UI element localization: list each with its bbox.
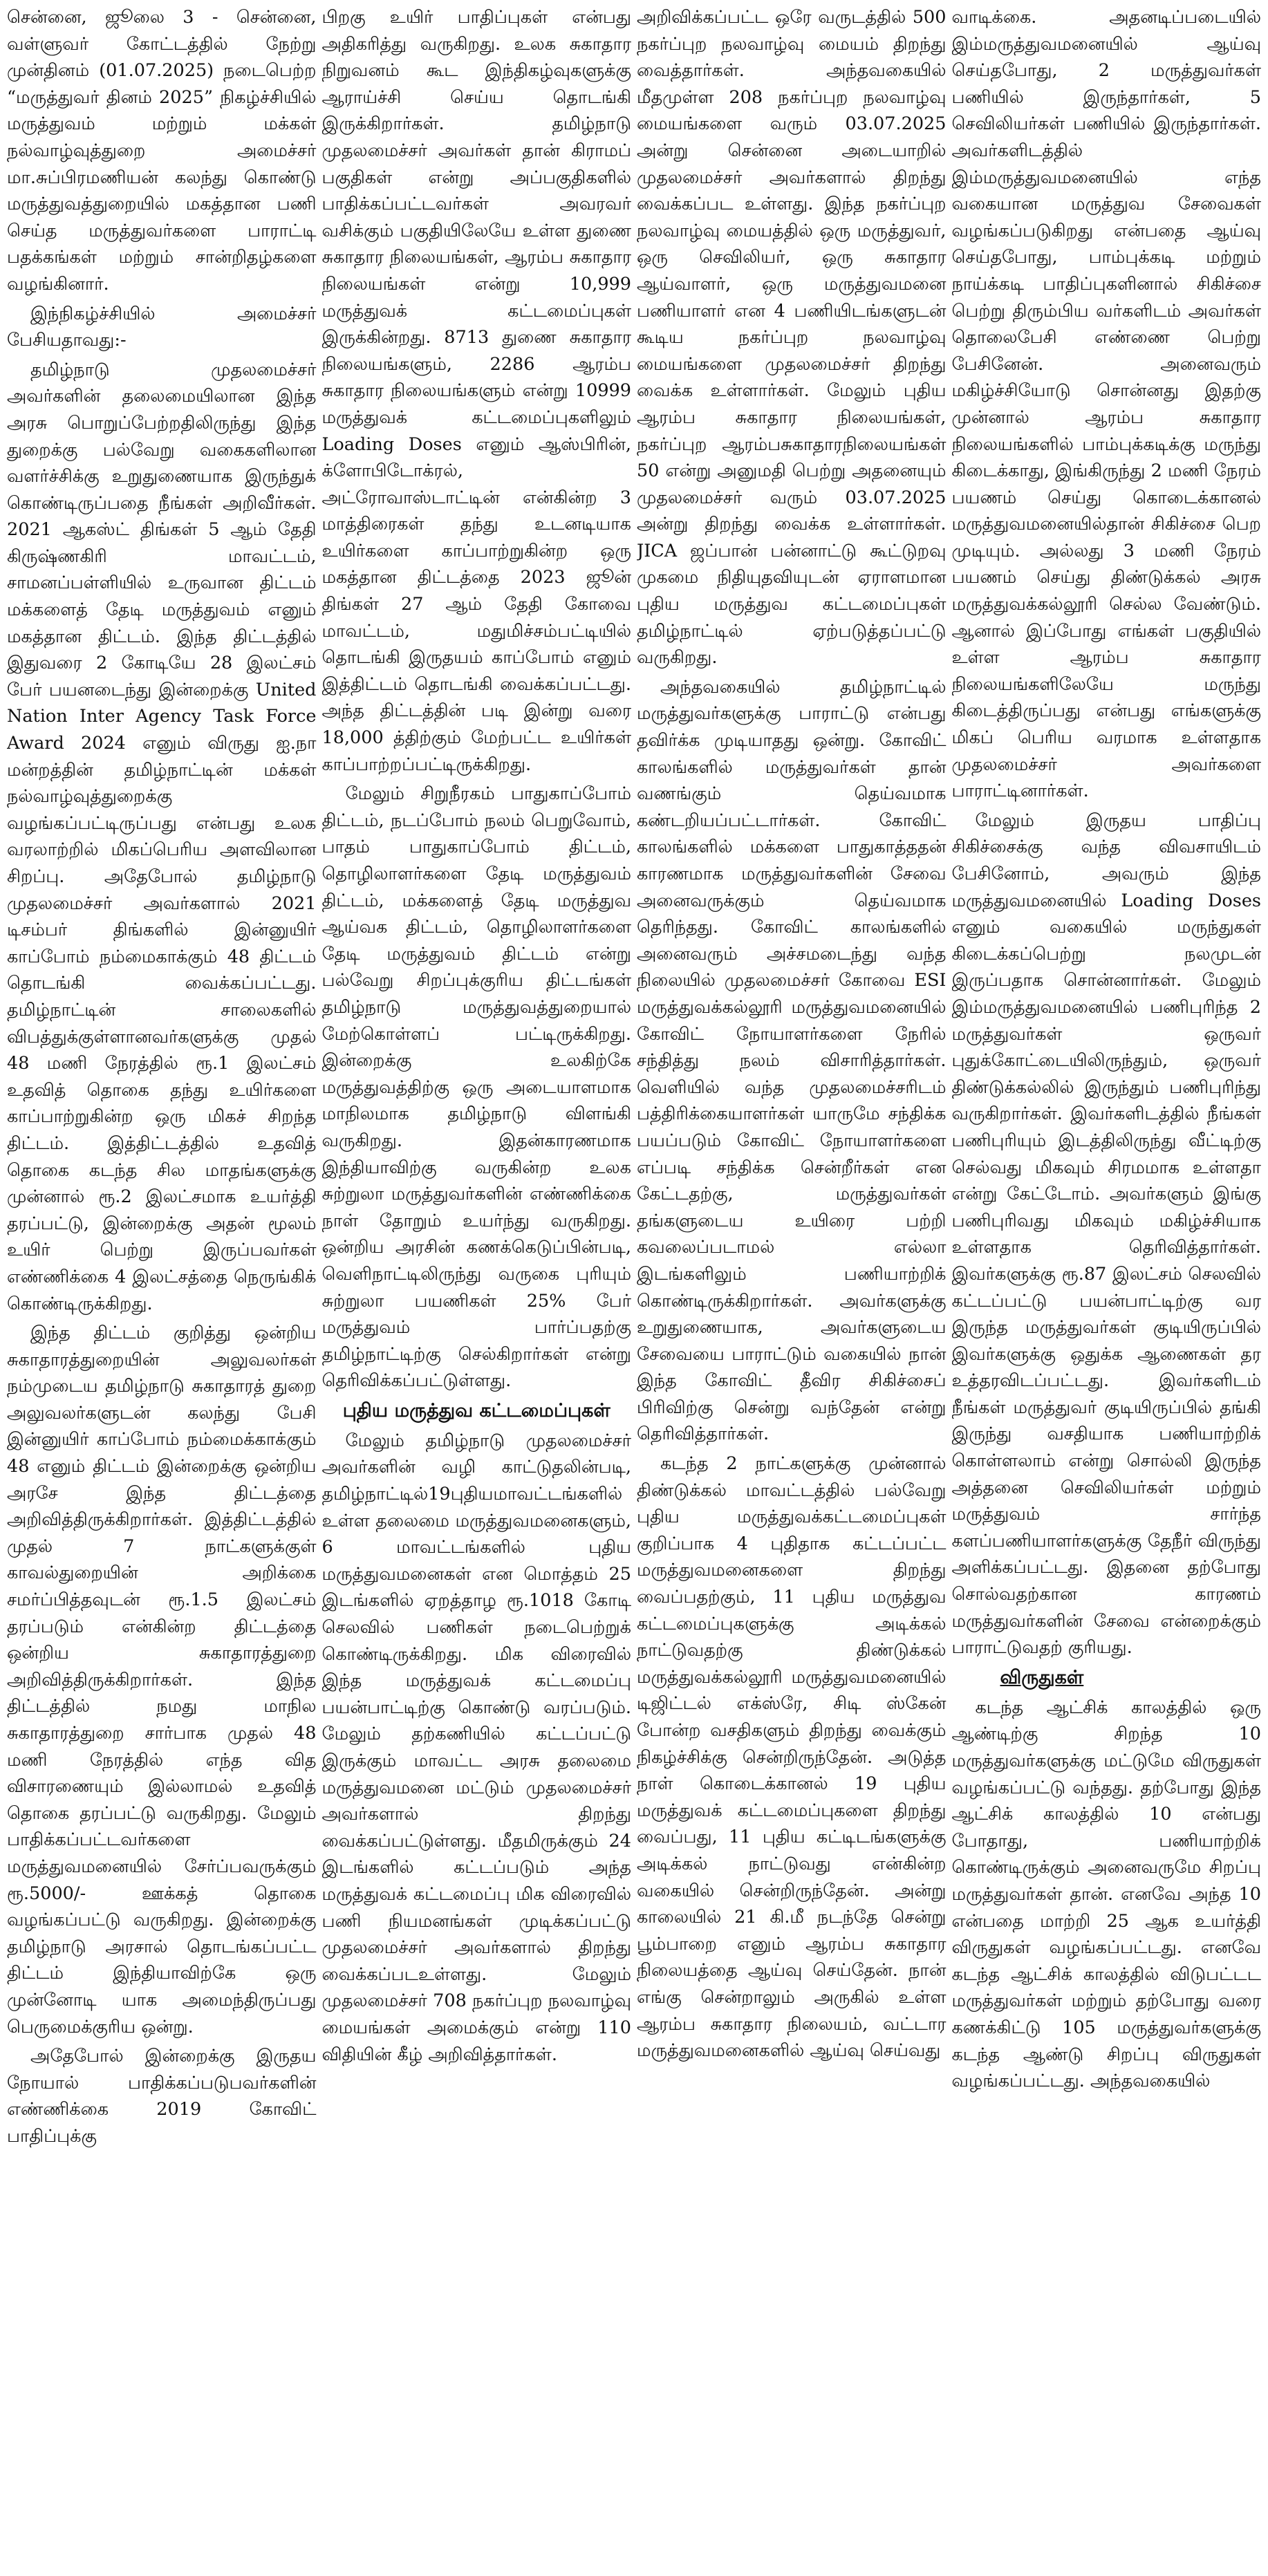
paragraph: அதேபோல் இன்றைக்கு இருதய நோயால் பாதிக்கப்படுபவர்களின் எண்ணிக்கை 2019 கோவிட் பாதிப்புக்கு (7, 2046, 317, 2147)
paragraph: இந்நிகழ்ச்சியில் அமைச்சர் பேசியதாவது:- (7, 303, 317, 351)
paragraph: கடந்த 2 நாட்களுக்கு முன்னால் திண்டுக்கல் மாவட்டத்தில் பல்வேறு புதிய மருத்துவக்கட்டமைப்புகள் குறிப்பாக 4 புதிதாக கட்டப்பட்ட மருத்துவமனைகளை திறந்து வைப்பதற்கும், 11 புதிய மருத்துவ கட்டமைப்புகளுக்கு அடிக்கல் நாட்டுவதற்கு திண்டுக்கல் மருத்துவக்கல்லூரி மருத்துவமனையில் டிஜிட்டல் எக்ஸ்ரே, சிடி ஸ்கேன் போன்ற வசதிகளும் திறந்து வைக்கும் நிகழ்ச்சிக்கு சென்றிருந்தேன். அடுத்த நாள் கொடைக்கானல் 19 புதிய மருத்துவக் கட்டமைப்புகளை திறந்து வைப்பது, 11 புதிய கட்டிடங்களுக்கு அடிக்கல் நாட்டுவது என்கின்ற வகையில் சென்றிருந்தேன். அன்று காலையில் 21 கி.மீ நடந்தே சென்று பூம்பாறை எனும் ஆரம்ப சுகாதார நிலையத்தை ஆய்வு செய்தேன். நான் எங்கு சென்றாலும் அருகில் உள்ள ஆரம்ப சுகாதார நிலையம், வட்டார மருத்துவமனைகளில் ஆய்வு செய்வது (637, 1453, 947, 2062)
paragraph: அறிவிக்கப்பட்ட ஒரே வருடத்தில் 500 நகர்ப்புற நலவாழ்வு மையம் திறந்து வைத்தார்கள். அந்தவகையில் மீதமுள்ள 208 நகர்ப்புற நலவாழ்வு மையங்களை வரும் 03.07.2025 அன்று சென்னை அடையாறில் முதலமைச்சர் அவர்களால் திறந்து வைக்கப்பட உள்ளது. இந்த நகர்ப்புற நலவாழ்வு மையத்தில் ஒரு மருத்துவர், ஒரு செவிலியர், ஒரு சுகாதார ஆய்வாளர், ஒரு மருத்துவமனை பணியாளர் என 4 பணியிடங்களுடன் கூடிய நகர்ப்புற நலவாழ்வு மையங்களை முதலமைச்சர் திறந்து வைக்க உள்ளார்கள். மேலும் புதிய ஆரம்ப சுகாதார நிலையங்கள், நகர்ப்புற ஆரம்பசுகாதாரநிலையங்கள் 50 என்று அனுமதி பெற்று அதனையும் முதலமைச்சர் வரும் 03.07.2025 அன்று திறந்து வைக்க உள்ளார்கள். JICA ஜப்பான் பன்னாட்டு கூட்டுறவு முகமை நிதியுதவியுடன் ஏராளமான புதிய மருத்துவ கட்டமைப்புகள் தமிழ்நாட்டில் ஏற்படுத்தப்பட்டு வருகிறது. (637, 7, 947, 669)
paragraph: மேலும் சிறுநீரகம் பாதுகாப்போம் திட்டம், நடப்போம் நலம் பெறுவோம், பாதம் பாதுகாப்போம் திட்டம், தொழிலாளர்களை தேடி மருத்துவம் திட்டம், மக்களைத் தேடி மருத்துவ ஆய்வக திட்டம், தொழிலாளர்களை தேடி மருத்துவம் திட்டம் என்று பல்வேறு சிறப்புக்குரிய திட்டங்கள் தமிழ்நாடு மருத்துவத்துறையால் மேற்கொள்ளப் பட்டிருக்கிறது. இன்றைக்கு உலகிற்கே மருத்துவத்திற்கு ஒரு அடையாளமாக மாநிலமாக தமிழ்நாடு விளங்கி வருகிறது. இதன்காரணமாக இந்தியாவிற்கு வருகின்ற உலக சுற்றுலா மருத்துவர்களின் எண்ணிக்கை நாள் தோறும் உயர்ந்து வருகிறது. ஒன்றிய அரசின் கணக்கெடுப்பின்படி, வெளிநாட்டிலிருந்து வருகை புரியும் சுற்றுலா பயணிகள் 25% பேர் மருத்துவம் பார்ப்பதற்கு தமிழ்நாட்டிற்கு செல்கிறார்கள் என்று தெரிவிக்கப்பட்டுள்ளது. (321, 783, 631, 1392)
column-1 (7, 4, 317, 2576)
paragraph: கடந்த ஆட்சிக் காலத்தில் ஒரு ஆண்டிற்கு சிறந்த 10 மருத்துவர்களுக்கு மட்டுமே விருதுகள் வழங்கப்பட்டு வந்தது. தற்போது இந்த ஆட்சிக் காலத்தில் 10 என்பது போதாது, பணியாற்றிக் கொண்டிருக்கும் அனைவருமே சிறப்பு மருத்துவர்கள் தான். எனவே அந்த 10 என்பதை மாற்றி 25 ஆக உயர்த்தி விருதுகள் வழங்கப்பட்டது. எனவே கடந்த ஆட்சிக் காலத்தில் விடுபட்டட மருத்துவர்கள் மற்றும் தற்போது வரை கணக்கிட்டு 105 மருத்துவர்களுக்கு கடந்த ஆண்டு சிறப்பு விருதுகள் வழங்கப்பட்டது. அந்தவகையில் (951, 1697, 1261, 2092)
paragraph: வாடிக்கை. அதனடிப்படையில் இம்மருத்துவமனையில் ஆய்வு செய்தபோது, 2 மருத்துவர்கள் பணியில் இருந்தார்கள், 5 செவிலியர்கள் பணியில் இருந்தார்கள். அவர்களிடத்தில் இம்மருத்துவமனையில் எந்த வகையான மருத்துவ சேவைகள் வழங்கப்படுகிறது என்பதை ஆய்வு செய்தபோது, பாம்புக்கடி மற்றும் நாய்க்கடி பாதிப்புகளினால் சிகிச்சை பெற்று திரும்பிய வர்களிடம் அவர்கள் தொலைபேசி எண்ணை பெற்று பேசினேன். அனைவரும் மகிழ்ச்சியோடு சொன்னது இதற்கு முன்னால் ஆரம்ப சுகாதார நிலையங்களில் பாம்புக்கடிக்கு மருந்து கிடைக்காது, இங்கிருந்து 2 மணி நேரம் பயணம் செய்து கொடைக்கானல் மருத்துவமனையில்தான் சிகிச்சை பெற முடியும். அல்லது 3 மணி நேரம் பயணம் செய்து திண்டுக்கல் அரசு மருத்துவக்கல்லூரி செல்ல வேண்டும். ஆனால் இப்போது எங்கள் பகுதியில் உள்ள ஆரம்ப சுகாதார நிலையங்களிலேயே மருந்து கிடைத்திருப்பது என்பது எங்களுக்கு மிகப் பெரிய வரமாக உள்ளதாக முதலமைச்சர் அவர்களை பாராட்டினார்கள். (951, 7, 1261, 802)
paragraph: சென்னை, ஜூலை 3 - சென்னை, வள்ளுவர் கோட்டத்தில் நேற்று முன்தினம் (01.07.2025) நடைபெற்ற “மருத்துவர் தினம் 2025” நிகழ்ச்சியில் மருத்துவம் மற்றும் மக்கள் நல்வாழ்வுத்துறை அமைச்சர் மா.சுப்பிரமணியன் கலந்து கொண்டு மருத்துவத்துறையில் மகத்தான பணி செய்த மருத்துவர்களை பாராட்டி பதக்கங்கள் மற்றும் சான்றிதழ்களை வழங்கினார். (7, 7, 317, 295)
paragraph: பிறகு உயிர் பாதிப்புகள் என்பது அதிகரித்து வருகிறது. உலக சுகாதார நிறுவனம் கூட இந்திகழ்வுகளுக்கு ஆராய்ச்சி செய்ய தொடங்கி இருக்கிறார்கள். தமிழ்நாடு முதலமைச்சர் அவர்கள் தான் கிராமப் பகுதிகள் என்று அப்பகுதிகளில் பாதிக்கப்பட்டவர்கள் அவரவர் வசிக்கும் பகுதியிலேயே உள்ள துணை சுகாதார நிலையங்கள், ஆரம்ப சுகாதார நிலையங்கள் என்று 10,999 மருத்துவக் கட்டமைப்புகள் இருக்கின்றது. 8713 துணை சுகாதார நிலையங்களும், 2286 ஆரம்ப சுகாதார நிலையங்களும் என்று 10999 மருத்துவக் கட்டமைப்புகளிலும் Loading Doses எனும் ஆஸ்பிரின், க்ளோபிடோக்ரல், அட்ரோவாஸ்டாட்டின் என்கின்ற 3 மாத்திரைகள் தந்து உடனடியாக உயிர்களை காப்பாற்றுகின்ற ஒரு மகத்தான திட்டத்தை 2023 ஜூன் திங்கள் 27 ஆம் தேதி கோவை மாவட்டம், மதுமிச்சம்பட்டியில் தொடங்கி இருதயம் காப்போம் எனும் இத்திட்டம் தொடங்கி வைக்கப்பட்டது. அந்த திட்டத்தின் படி இன்று வரை 18,000 த்திற்கும் மேற்பட்ட உயிர்கள் காப்பாற்றப்பட்டிருக்கிறது. (321, 7, 631, 775)
paragraph: மேலும் இருதய பாதிப்பு சிகிச்சைக்கு வந்த விவசாயிடம் பேசினோம், அவரும் இந்த மருத்துவமனையில் Loading Doses எனும் வகையில் மருந்துகள் கிடைக்கப்பெற்று நலமுடன் இருப்பதாக சொன்னார்கள். மேலும் இம்மருத்துவமனையில் பணிபுரிந்த 2 மருத்துவர்கள் ஒருவர் புதுக்கோட்டையிலிருந்தும், ஒருவர் திண்டுக்கல்லில் இருந்தும் பணிபுரிந்து வருகிறார்கள். இவர்களிடத்தில் நீங்கள் பணிபுரியும் இடத்திலிருந்து வீட்டிற்கு செல்வது மிகவும் சிரமமாக உள்ளதா என்று கேட்டோம். அவர்களும் இங்கு பணிபுரிவது மிகவும் மகிழ்ச்சியாக உள்ளதாக தெரிவித்தார்கள். இவர்களுக்கு ரூ.87 இலட்சம் செலவில் கட்டப்பட்டு பயன்பாட்டிற்கு வர இருந்த மருத்துவர்கள் குடியிருப்பில் இவர்களுக்கு ஒதுக்க ஆணைகள் தர உத்தரவிடப்பட்டது. இவர்களிடம் நீங்கள் மருத்துவர் குடியிருப்பில் தங்கி இருந்து வசதியாக பணியாற்றிக் கொள்ளலாம் என்று சொல்லி இருந்த அத்தனை செவிலியர்கள் மற்றும் மருத்துவம் சார்ந்த களப்பணியாளர்களுக்கு தேநீர் விருந்து அளிக்கப்பட்டது. இதனை தற்போது சொல்வதற்கான காரணம் மருத்துவர்களின் சேவை என்றைக்கும் பாராட்டுவதற் குரியது. (951, 810, 1261, 1659)
column-2 (322, 4, 632, 2576)
column-3 (637, 4, 947, 2576)
paragraph: மேலும் தமிழ்நாடு முதலமைச்சர் அவர்களின் வழி காட்டுதலின்படி, தமிழ்நாட்டில்19புதியமாவட்டங்களில் உள்ள தலைமை மருத்துவமனைகளும், 6 மாவட்டங்களில் புதிய மருத்துவமனைகள் என மொத்தம் 25 இடங்களில் ஏறத்தாழ ரூ.1018 கோடி செலவில் பணிகள் நடைபெற்றுக் கொண்டிருக்கிறது. மிக விரைவில் இந்த மருத்துவக் கட்டமைப்பு பயன்பாட்டிற்கு கொண்டு வரப்படும். மேலும் தற்கணியில் கட்டப்பட்டு இருக்கும் மாவட்ட அரசு தலைமை மருத்துவமனை மட்டும் முதலமைச்சர் அவர்களால் திறந்து வைக்கப்பட்டுள்ளது. மீதமிருக்கும் 24 இடங்களில் கட்டப்படும் அந்த மருத்துவக் கட்டமைப்பு மிக விரைவில் பணி நியமனங்கள் முடிக்கப்பட்டு முதலமைச்சர் அவர்களால் திறந்து வைக்கப்படஉள்ளது. மேலும் முதலமைச்சர் 708 நகர்ப்புற நலவாழ்வு மையங்கள் அமைக்கும் என்று 110 விதியின் கீழ் அறிவித்தார்கள். (321, 1430, 631, 2065)
section-heading: விருதுகள் (1000, 1666, 1084, 1688)
paragraph: தமிழ்நாடு முதலமைச்சர் அவர்களின் தலைமையிலான இந்த அரசு பொறுப்பேற்றதிலிருந்து இந்த துறைக்கு பல்வேறு வகைகளிலான வளர்ச்சிக்கு உறுதுணையாக இருந்துக் கொண்டிருப்பதை நீங்கள் அறிவீர்கள். 2021 ஆகஸ்ட் திங்கள் 5 ஆம் தேதி கிருஷ்ணகிரி மாவட்டம், சாமனப்பள்ளியில் உருவான திட்டம் மக்களைத் தேடி மருத்துவம் எனும் மகத்தான திட்டம். இந்த திட்டத்தில் இதுவரை 2 கோடியே 28 இலட்சம் பேர் பயனடைந்து இன்றைக்கு United Nation Inter Agency Task Force Award 2024 எனும் விருது ஐ.நா மன்றத்தின் தமிழ்நாட்டின் மக்கள் நல்வாழ்வுத்துறைக்கு வழங்கப்பட்டிருப்பது என்பது உலக வரலாற்றில் மிகப்பெரிய அளவிலான சிறப்பு. அதேபோல் தமிழ்நாடு முதலமைச்சர் அவர்களால் 2021 டிசம்பர் திங்களில் இன்னுயிர் காப்போம் நம்மைகாக்கும் 48 திட்டம் தொடங்கி வைக்கப்பட்டது. தமிழ்நாட்டின் சாலைகளில் விபத்துக்குள்ளானவர்களுக்கு முதல் 48 மணி நேரத்தில் ரூ.1 இலட்சம் உதவித் தொகை தந்து உயிர்களை காப்பாற்றுகின்ற ஒரு மிகச் சிறந்த திட்டம். இத்திட்டத்தில் உதவித் தொகை கடந்த சில மாதங்களுக்கு முன்னால் ரூ.2 இலட்சமாக உயர்த்தி தரப்பட்டு, இன்றைக்கு அதன் மூலம் உயிர் பெற்று இருப்பவர்கள் எண்ணிக்கை 4 இலட்சத்தை நெருங்கிக் கொண்டிருக்கிறது. (7, 359, 317, 1314)
paragraph: அந்தவகையில் தமிழ்நாட்டில் மருத்துவர்களுக்கு பாராட்டு என்பது தவிர்க்க முடியாதது ஒன்று. கோவிட் காலங்களில் மருத்துவர்கள் தான் வணங்கும் தெய்வமாக கண்டறியப்பட்டார்கள். கோவிட் காலங்களில் மக்களை பாதுகாத்ததன் காரணமாக மருத்துவர்களின் சேவை அனைவருக்கும் தெய்வமாக தெரிந்தது. கோவிட் காலங்களில் அனைவரும் அச்சமடைந்து வந்த நிலையில் முதலமைச்சர் கோவை ESI மருத்துவக்கல்லூரி மருத்துவமனையில் கோவிட் நோயாளர்களை நேரில் சந்தித்து நலம் விசாரித்தார்கள். வெளியில் வந்த முதலமைச்சரிடம் பத்திரிக்கையாளர்கள் யாருமே சந்திக்க பயப்படும் கோவிட் நோயாளர்களை எப்படி சந்திக்க சென்றீர்கள் என கேட்டதற்கு, மருத்துவர்கள் தங்களுடைய உயிரை பற்றி கவலைப்படாமல் எல்லா இடங்களிலும் பணியாற்றிக் கொண்டிருக்கிறார்கள். அவர்களுக்கு உறுதுணையாக, அவர்களுடைய சேவையை பாராட்டும் வகையில் நான் இந்த கோவிட் தீவிர சிகிச்சைப் பிரிவிற்கு சென்று வந்தேன் என்று தெரிவித்தார்கள். (637, 676, 947, 1445)
section-heading: புதிய மருத்துவ கட்டமைப்புகள் (342, 1399, 610, 1421)
column-4 (952, 4, 1262, 2576)
paragraph: இந்த திட்டம் குறித்து ஒன்றிய சுகாதாரத்துறையின் அலுவலர்கள் நம்முடைய தமிழ்நாடு சுகாதாரத் துறை அலுவலர்களுடன் கலந்து பேசி இன்னுயிர் காப்போம் நம்மைக்காக்கும் 48 எனும் திட்டம் இன்றைக்கு ஒன்றிய அரசே இந்த திட்டத்தை அறிவித்திருக்கிறார்கள். இத்திட்டத்தில் முதல் 7 நாட்களுக்குள் காவல்துறையின் அறிக்கை சமர்ப்பித்தவுடன் ரூ.1.5 இலட்சம் தரப்படும் என்கின்ற திட்டத்தை ஒன்றிய சுகாதாரத்துறை அறிவித்திருக்கிறார்கள். இந்த திட்டத்தில் நமது மாநில சுகாதாரத்துறை சார்பாக முதல் 48 மணி நேரத்தில் எந்த வித விசாரணையும் இல்லாமல் உதவித் தொகை தரப்பட்டு வருகிறது. மேலும் பாதிக்கப்பட்டவர்களை மருத்துவமனையில் சேர்ப்பவருக்கும் ரூ.5000/- ஊக்கத் தொகை வழங்கப்பட்டு வருகிறது. இன்றைக்கு தமிழ்நாடு அரசால் தொடங்கப்பட்ட திட்டம் இந்தியாவிற்கே ஒரு முன்னோடி யாக அமைந்திருப்பது பெருமைக்குரிய ஒன்று. (7, 1323, 317, 2037)
